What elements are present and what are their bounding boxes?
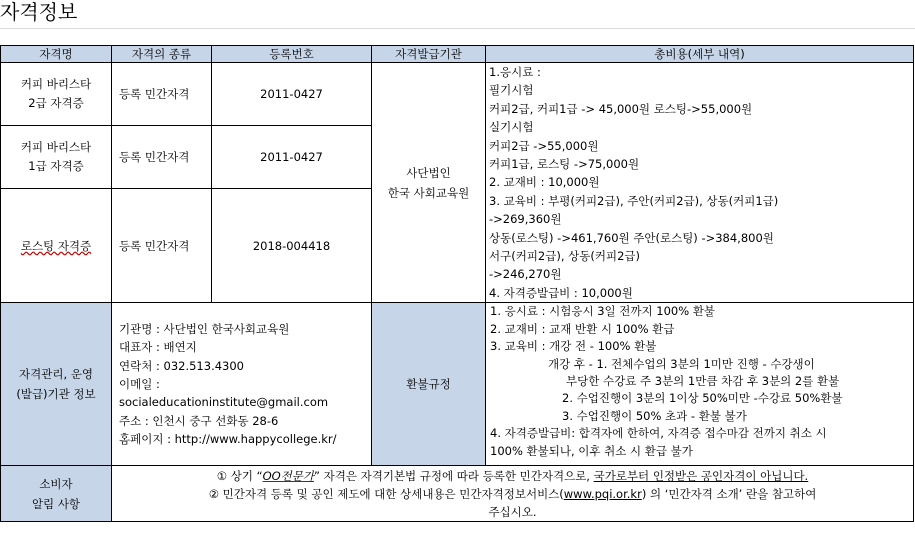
header-registration-number: 등록번호 <box>212 46 372 63</box>
cost-line: ->269,360원 <box>489 212 562 227</box>
notice-text: ② 민간자격 등록 및 공인 제도에 대한 상세내용은 민간자격정보서비스( <box>208 486 564 501</box>
cost-line: 필기시험 <box>489 83 534 98</box>
agency-email-label: 이메일 : <box>119 377 160 392</box>
agency-phone: 연락처 : 032.513.4300 <box>119 358 244 373</box>
refund-label: 환불규정 <box>406 377 451 392</box>
refund-policy-cell <box>486 303 914 466</box>
cost-line: 2. 교재비 : 10,000원 <box>489 175 600 190</box>
pqi-link[interactable]: www.pqi.or.kr <box>563 486 642 501</box>
notice-text: 주십시오. <box>488 504 537 519</box>
cost-line: 3. 교육비 : 부평(커피2급), 주안(커피2급), 상동(커피1급) <box>489 193 779 208</box>
management-label-cell <box>1 303 112 466</box>
registration-number: 2011-0427 <box>212 63 372 126</box>
issuer-name: 한국 사회교육원 <box>387 185 470 200</box>
qualification-name-cell <box>1 126 112 189</box>
agency-info-cell <box>112 303 372 466</box>
cost-line: 서구(커피2급), 상동(커피2급) <box>489 249 640 264</box>
issuer-line: 사단법인 <box>406 165 451 180</box>
agency-homepage: 홈페이지 : http://www.happycollege.kr/ <box>119 432 337 447</box>
notice-text-cell <box>112 466 914 522</box>
qualification-type: 등록 민간자격 <box>112 63 212 126</box>
notice-label: 소비자 <box>39 476 73 491</box>
cost-details-cell <box>486 63 914 303</box>
cost-line: 실기시험 <box>489 120 534 135</box>
refund-line: 1. 응시료 : 시험응시 3일 전까지 100% 환불 <box>490 304 716 319</box>
notice-line-3 <box>112 503 913 521</box>
refund-line: 2. 수업진행이 3분의 1이상 50%미만 -수강료 50%환불 <box>562 391 843 406</box>
cost-line: 상동(로스팅) ->461,760원 주안(로스팅) ->384,800원 <box>489 230 774 245</box>
management-label-sub: (발급)기관 정보 <box>16 387 96 402</box>
notice-row <box>1 466 914 522</box>
page-title: 자격정보 <box>0 0 78 24</box>
refund-line: 부당한 수강료 주 3분의 1만큼 차감 후 3분의 2를 환불 <box>566 373 840 388</box>
qualification-grade: 1급 자격증 <box>28 159 84 174</box>
notice-label-cell <box>1 466 112 522</box>
notice-label-sub: 알림 사항 <box>31 496 81 511</box>
header-total-cost: 총비용(세부 내역) <box>486 46 914 63</box>
cost-line: 커피2급 ->55,000원 <box>489 138 599 153</box>
qualification-grade: 2급 자격증 <box>28 96 84 111</box>
cost-line: ->246,270원 <box>489 267 562 282</box>
qualification-name: 커피 바리스타 <box>20 140 92 155</box>
notice-line-1 <box>112 467 913 485</box>
qualification-type: 등록 민간자격 <box>112 126 212 189</box>
notice-text: ” 자격은 자격기본법 규정에 따라 등록한 민간자격으로, <box>314 468 594 483</box>
refund-line: 2. 교재비 : 교재 반환 시 100% 환급 <box>490 321 675 336</box>
agency-representative: 대표자 : 배연지 <box>119 340 197 355</box>
table-row <box>1 63 914 126</box>
notice-emphasis: 국가로부터 인정받은 공인자격이 아닙니다. <box>593 468 809 483</box>
issuer-cell <box>372 63 486 303</box>
qualification-type: 등록 민간자격 <box>112 189 212 303</box>
registration-number: 2011-0427 <box>212 126 372 189</box>
notice-text: ① 상기 “ <box>216 468 263 483</box>
header-qualification-name: 자격명 <box>1 46 112 63</box>
refund-line: 4. 자격증발급비: 합격자에 한하여, 자격증 접수마감 전까지 취소 시 <box>490 426 827 441</box>
cost-line: 커피2급, 커피1급 -> 45,000원 로스팅->55,000원 <box>489 101 753 116</box>
qualification-name: 커피 바리스타 <box>20 77 92 92</box>
cost-line: 커피1급, 로스팅 ->75,000원 <box>489 157 640 172</box>
table-header-row <box>1 46 914 63</box>
refund-line: 100% 환불되나, 이후 취소 시 환급 불가 <box>490 443 693 458</box>
management-row <box>1 303 914 466</box>
refund-line: 3. 교육비 : 개강 전 - 100% 환불 <box>490 339 657 354</box>
notice-text: ) 의 ‘민간자격 소개’ 란을 참고하여 <box>641 486 817 501</box>
header-qualification-type: 자격의 종류 <box>112 46 212 63</box>
qualification-name: 로스팅 자격증 <box>20 238 92 253</box>
title-divider <box>0 28 915 29</box>
qualification-name-cell <box>1 63 112 126</box>
cost-line: 1.응시료 : <box>489 65 541 79</box>
refund-line: 개강 후 - 1. 전체수업의 3분의 1미만 진행 - 수강생이 <box>548 356 815 371</box>
registration-number: 2018-004418 <box>212 189 372 303</box>
qualification-name-cell <box>1 189 112 303</box>
agency-name: 기관명 : 사단법인 한국사회교육원 <box>119 321 290 336</box>
cost-line: 4. 자격증발급비 : 10,000원 <box>489 285 633 300</box>
header-issuer: 자격발급기관 <box>372 46 486 63</box>
qualification-table <box>0 45 914 522</box>
notice-qualification-placeholder: OO전문가 <box>262 468 315 483</box>
agency-email: socialeducationinstitute@gmail.com <box>119 395 329 410</box>
agency-address: 주소 : 인천시 중구 선화동 28-6 <box>119 413 279 428</box>
management-label: 자격관리, 운영 <box>19 367 93 382</box>
notice-line-2 <box>112 485 913 503</box>
refund-line: 3. 수업진행이 50% 초과 - 환불 불가 <box>562 408 747 423</box>
refund-label-cell <box>372 303 486 466</box>
